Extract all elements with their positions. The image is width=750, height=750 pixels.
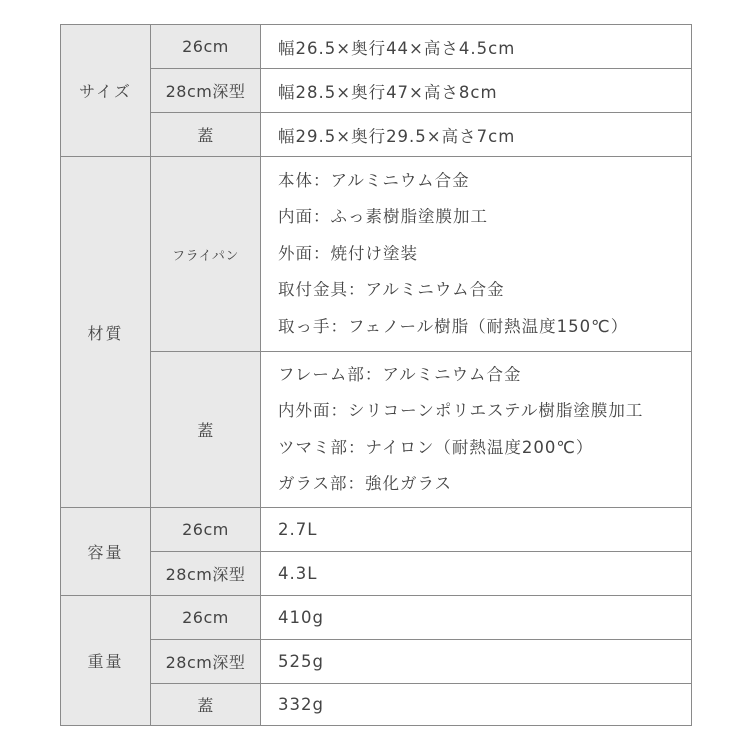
table-row <box>61 157 692 352</box>
value-cell: 幅28.5×奥行47×高さ8cm <box>261 69 692 113</box>
table-row <box>61 25 692 69</box>
sub-label-pan: フライパン <box>151 157 261 352</box>
value-cell: 幅26.5×奥行44×高さ4.5cm <box>261 25 692 69</box>
table-row <box>61 596 692 640</box>
category-weight: 重量 <box>61 596 151 726</box>
category-material: 材質 <box>61 157 151 508</box>
table-row <box>61 352 692 508</box>
value-cell-pan <box>261 157 692 352</box>
material-line: 取付金具：アルミニウム合金 <box>278 280 505 300</box>
sub-label: 26cm <box>151 596 261 640</box>
table-row <box>61 508 692 552</box>
sub-label: 蓋 <box>151 113 261 157</box>
sub-label: 26cm <box>151 25 261 69</box>
sub-label: 28cm深型 <box>151 69 261 113</box>
value-cell-lid <box>261 352 692 508</box>
value-cell: 幅29.5×奥行29.5×高さ7cm <box>261 113 692 157</box>
table-row <box>61 640 692 684</box>
table-row <box>61 684 692 726</box>
category-size: サイズ <box>61 25 151 157</box>
material-line: 本体：アルミニウム合金 <box>278 170 470 190</box>
value-cell: 332g <box>261 684 692 726</box>
value-cell: 4.3L <box>261 552 692 596</box>
sub-label: 蓋 <box>151 684 261 726</box>
sub-label: 28cm深型 <box>151 552 261 596</box>
sub-label: 26cm <box>151 508 261 552</box>
spec-table <box>60 24 692 726</box>
material-line: 外面：焼付け塗装 <box>278 243 418 263</box>
material-line: 取っ手：フェノール樹脂（耐熱温度150℃） <box>278 316 629 336</box>
value-cell: 410g <box>261 596 692 640</box>
material-line: 内面：ふっ素樹脂塗膜加工 <box>278 207 488 227</box>
value-cell: 2.7L <box>261 508 692 552</box>
material-line: フレーム部：アルミニウム合金 <box>278 364 522 384</box>
material-line: 内外面：シリコーンポリエステル樹脂塗膜加工 <box>278 401 644 420</box>
material-line: ガラス部：強化ガラス <box>278 474 453 493</box>
table-row <box>61 69 692 113</box>
material-line: ツマミ部：ナイロン（耐熱温度200℃） <box>278 437 594 457</box>
category-capacity: 容量 <box>61 508 151 596</box>
value-cell: 525g <box>261 640 692 684</box>
sub-label: 28cm深型 <box>151 640 261 684</box>
table-row <box>61 113 692 157</box>
sub-label-lid: 蓋 <box>151 352 261 508</box>
table-row <box>61 552 692 596</box>
